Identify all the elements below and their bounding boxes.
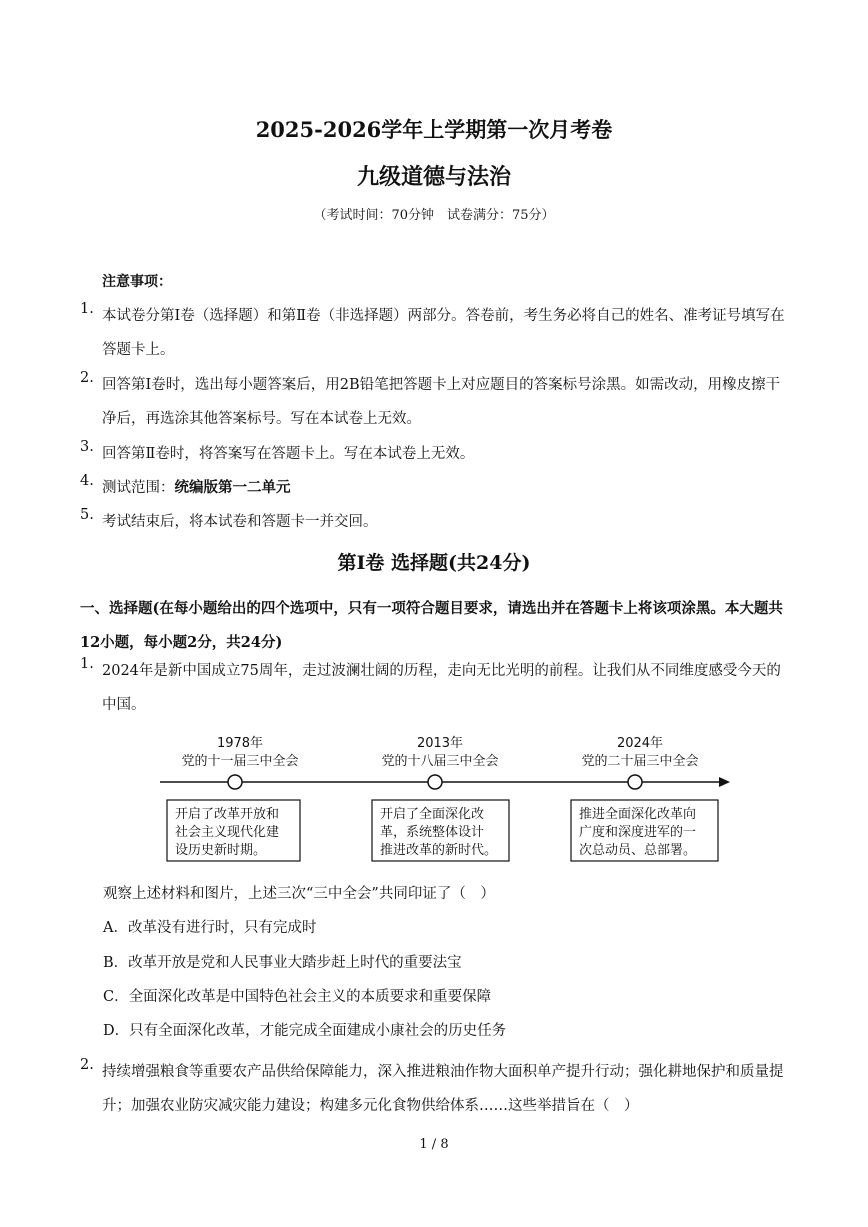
notice-item-number: 2.: [80, 370, 94, 386]
part-heading: 一、选择题(在每小题给出的四个选项中，只有一项符合题目要求，请选出并在答题卡上将该项涂黑。本大题共12小题，每小题2分，共24分): [80, 600, 783, 651]
timeline-box-line: 次总动员、总部署。: [579, 843, 697, 858]
timeline-year: 1978年: [216, 736, 264, 751]
section-heading: 第Ⅰ卷 选择题(共24分): [337, 552, 531, 574]
timeline-year: 2013年: [416, 736, 464, 751]
timeline-box-line: 广度和深度进军的一: [579, 825, 697, 840]
timeline-arrow-icon: [719, 777, 730, 787]
timeline-box-line: 开启了全面深化改: [380, 807, 485, 822]
option-c: C．全面深化改革是中国特色社会主义的本质要求和重要保障: [103, 989, 492, 1005]
option-d: D．只有全面深化改革，才能完成全面建成小康社会的历史任务: [103, 1023, 507, 1039]
notice-item-text: 本试卷分第Ⅰ卷（选择题）和第Ⅱ卷（非选择题）两部分。答卷前，考生务必将自己的姓名、准考证号填写在答题卡上。: [102, 308, 785, 358]
exam-info: （考试时间：70分钟 试卷满分：75分）: [313, 208, 555, 223]
timeline-box-line: 社会主义现代化建: [175, 825, 280, 840]
option-a: A．改革没有进行时，只有完成时: [103, 920, 317, 936]
timeline-year: 2024年: [616, 736, 664, 751]
question-text: 2024年是新中国成立75周年，走过波澜壮阔的历程，走向无比光明的前程。让我们从不同维度感受今天的中国。: [102, 663, 781, 713]
notice-item-text: 回答第Ⅱ卷时，将答案写在答题卡上。写在本试卷上无效。: [102, 446, 475, 462]
timeline-event: 党的十八届三中全会: [381, 754, 499, 769]
timeline-box-line: 设历史新时期。: [175, 843, 267, 858]
notice-item-number: 5.: [80, 507, 94, 523]
notice-item-number: 3.: [80, 439, 94, 455]
timeline-box-line: 开启了改革开放和: [175, 807, 280, 822]
notice-item-text: [102, 471, 792, 505]
timeline-figure: [150, 730, 740, 870]
question-1-prompt: 观察上述材料和图片，上述三次“三中全会”共同印证了（ ）: [103, 886, 495, 902]
question-number: 1.: [80, 656, 94, 672]
notice-item-text: 回答第Ⅰ卷时，选出每小题答案后，用2B铅笔把答题卡上对应题目的答案标号涂黑。如需改动，用橡皮擦干净后，再选涂其他答案标号。写在本试卷上无效。: [102, 377, 781, 427]
test-scope-value: 统编版第一二单元: [174, 479, 291, 496]
exam-title: 2025-2026学年上学期第一次月考卷: [255, 117, 613, 142]
exam-subject: 九级道德与法治: [356, 164, 511, 190]
notice-item-text: 考试结束后，将本试卷和答题卡一并交回。: [102, 514, 378, 530]
timeline-box-line: 推进改革的新时代。: [380, 843, 498, 858]
timeline-node: [428, 775, 442, 789]
test-scope-label: 测试范围：: [102, 480, 175, 496]
timeline-event: 党的十一届三中全会: [181, 754, 299, 769]
timeline-node: [228, 775, 242, 789]
timeline-box-line: 革，系统整体设计: [380, 825, 485, 840]
notice-item-number: 1.: [80, 301, 94, 317]
page-number: 1 / 8: [419, 1137, 449, 1152]
timeline-node: [628, 775, 642, 789]
notice-item-number: 4.: [80, 473, 94, 489]
option-b: B．改革开放是党和人民事业大踏步赶上时代的重要法宝: [103, 955, 462, 971]
timeline-event: 党的二十届三中全会: [581, 754, 699, 769]
timeline-box-line: 推进全面深化改革向: [579, 807, 697, 822]
question-text: 持续增强粮食等重要农产品供给保障能力，深入推进粮油作物大面积单产提升行动；强化耕地保护和质量提升；加强农业防灾减灾能力建设；构建多元化食物供给体系……这些举措旨在（ ）: [102, 1064, 784, 1114]
notice-heading: 注意事项：: [102, 274, 172, 290]
question-number: 2.: [80, 1057, 94, 1073]
